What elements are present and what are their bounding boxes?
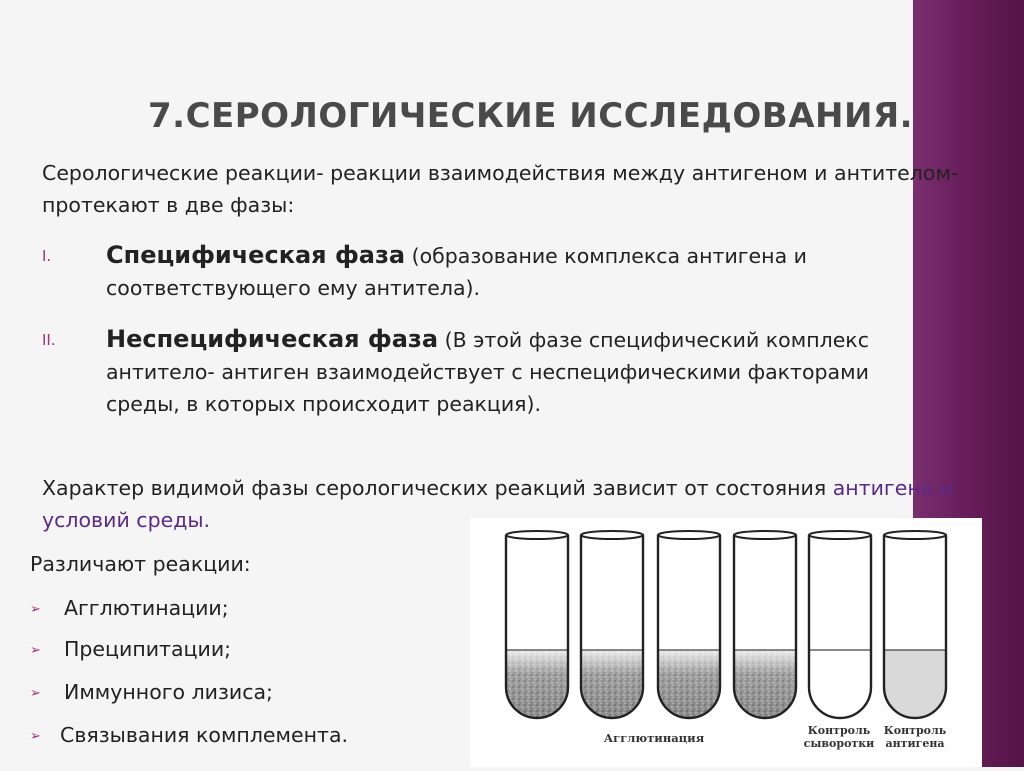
reaction-label: Связывания комплемента.	[60, 723, 349, 747]
tube-rim	[506, 531, 568, 539]
test-tube	[884, 531, 946, 718]
test-tubes-illustration	[470, 518, 982, 767]
test-tube	[809, 531, 871, 718]
slide-title: 7.СЕРОЛОГИЧЕСКИЕ ИССЛЕДОВАНИЯ.	[148, 96, 914, 136]
antigen-control-label-line1: Контроль	[883, 724, 947, 737]
test-tubes	[506, 531, 946, 718]
character-accent-text: антигена и условий среды.	[42, 476, 954, 532]
phase-1-number: I.	[42, 247, 52, 265]
reaction-item	[30, 634, 231, 666]
phase-2-name: Неспецифическая фаза	[106, 325, 439, 353]
phase-1-name: Специфическая фаза	[106, 241, 406, 269]
phase-2	[106, 323, 926, 420]
antigen-control-label-line2: антигена	[885, 737, 945, 750]
reactions-heading: Различают реакции:	[30, 552, 251, 576]
phase-2-description: (В этой фазе специфический комплекс антитело- антиген взаимодействует с неспецифическими факторами среды, в которых происходит реакция).	[106, 328, 869, 416]
phase-1	[106, 239, 966, 304]
arrow-bullet-icon: ➢	[30, 602, 41, 617]
serum-control-label-line2: сыворотки	[803, 737, 875, 750]
arrow-bullet-icon: ➢	[30, 643, 41, 658]
reaction-item	[30, 720, 348, 752]
intro-paragraph: Серологические реакции- реакции взаимодействия между антигеном и антителом- протекают в две фазы:	[42, 161, 959, 217]
test-tube	[506, 531, 568, 718]
tube-rim	[884, 531, 946, 539]
agglutination-label: Агглютинация	[603, 731, 705, 745]
reaction-item	[30, 593, 229, 625]
reaction-label: Преципитации;	[64, 637, 232, 661]
test-tube	[734, 531, 796, 718]
tube-rim	[658, 531, 720, 539]
reaction-item	[30, 677, 273, 709]
phase-2-number: II.	[42, 331, 56, 349]
reaction-label: Агглютинации;	[64, 596, 229, 620]
tube-rim	[734, 531, 796, 539]
character-main-text: Характер видимой фазы серологических реакций зависит от состояния	[42, 476, 833, 500]
test-tube	[581, 531, 643, 718]
arrow-bullet-icon: ➢	[30, 729, 41, 744]
tube-rim	[809, 531, 871, 539]
test-tube	[658, 531, 720, 718]
reaction-label: Иммунного лизиса;	[64, 680, 273, 704]
arrow-bullet-icon: ➢	[30, 686, 41, 701]
phase-1-description: (образование комплекса антигена и соответствующего ему антитела).	[106, 244, 807, 300]
tube-rim	[581, 531, 643, 539]
test-tubes-figure	[470, 518, 982, 767]
serum-control-label-line1: Контроль	[807, 724, 871, 737]
